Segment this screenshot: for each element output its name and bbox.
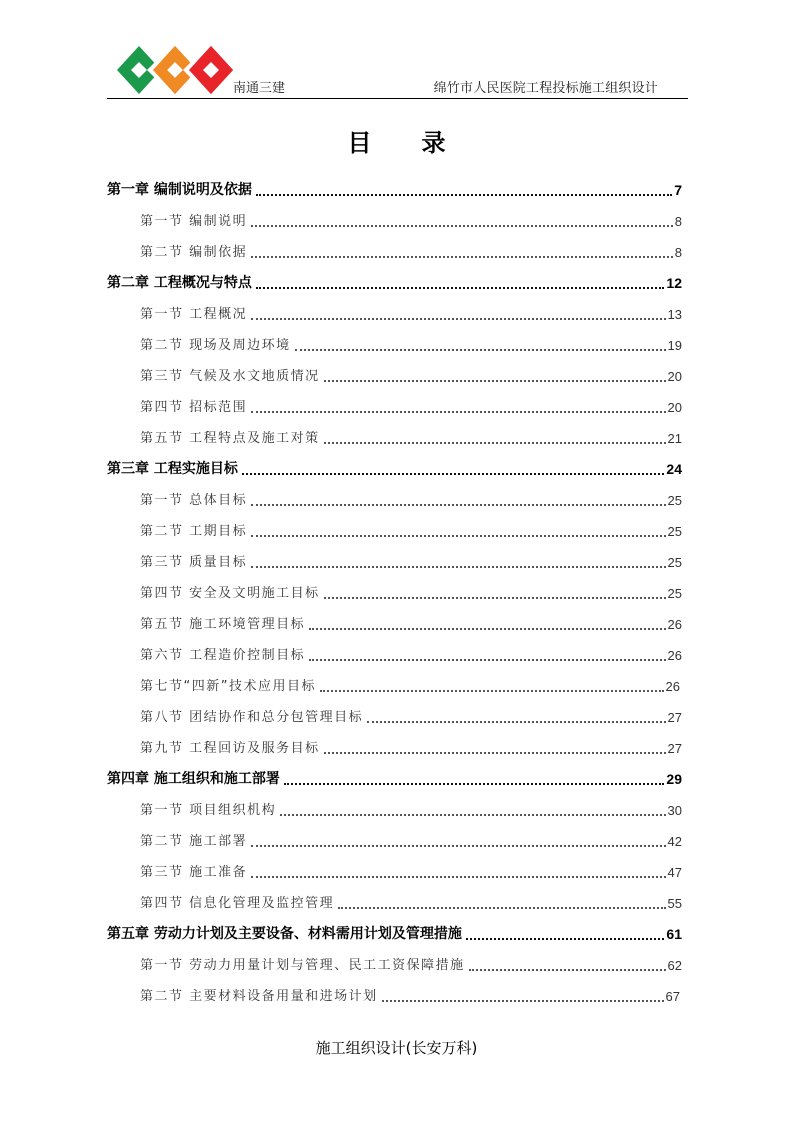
toc-entry-label: 第二节 施工部署 [140,834,248,849]
toc-page-number: 8 [674,214,682,229]
dot-leader [242,454,665,485]
toc-page-number: 20 [667,400,682,415]
toc-section-entry[interactable] [107,888,682,919]
toc-page-number: 25 [667,555,682,570]
toc-page-number: 25 [667,493,682,508]
toc-entry-label: 第四节 信息化管理及监控管理 [140,896,335,911]
dot-leader [284,764,665,795]
toc-page-number: 8 [674,245,682,260]
toc-section-entry[interactable] [107,857,682,888]
toc-section-entry[interactable] [107,206,682,237]
toc-section-entry[interactable] [107,547,682,578]
toc-chapter-entry[interactable] [107,454,682,485]
dot-leader [324,361,666,392]
table-of-contents [107,175,682,1012]
dot-leader [466,919,665,950]
dot-leader [251,485,665,516]
toc-entry-label: 第九节 工程回访及服务目标 [140,741,320,756]
toc-entry-label: 第一节 工程概况 [140,307,248,322]
dot-leader [469,950,666,981]
toc-entry-label: 第四章 施工组织和施工部署 [107,771,280,787]
toc-page-number: 13 [667,307,682,322]
toc-entry-label: 第五节 施工环境管理目标 [140,617,306,632]
toc-page-number: 27 [667,741,682,756]
toc-section-entry[interactable] [107,826,682,857]
dot-leader [338,888,665,919]
toc-entry-label: 第四节 招标范围 [140,400,248,415]
toc-page-number: 61 [666,926,682,942]
dot-leader [324,578,666,609]
toc-page-number: 27 [667,710,682,725]
toc-page-number: 42 [667,834,682,849]
toc-section-entry[interactable] [107,795,682,826]
toc-chapter-entry[interactable] [107,268,682,299]
page-footer: 施工组织设计(长安万科) [315,1039,478,1057]
dot-leader [251,857,665,888]
toc-section-entry[interactable] [107,423,682,454]
company-name: 南通三建 [233,81,286,96]
toc-section-entry[interactable] [107,237,682,268]
toc-entry-label: 第二节 工期目标 [140,524,248,539]
toc-section-entry[interactable] [107,981,680,1012]
toc-entry-label: 第二节 主要材料设备用量和进场计划 [140,989,378,1004]
toc-entry-label: 第七节“四新”技术应用目标 [140,679,316,694]
toc-entry-label: 第一节 项目组织机构 [140,803,277,818]
toc-entry-label: 第三节 施工准备 [140,865,248,880]
toc-section-entry[interactable] [107,392,682,423]
toc-page-number: 30 [667,803,682,818]
toc-entry-label: 第五章 劳动力计划及主要设备、材料需用计划及管理措施 [107,926,462,942]
dot-leader [295,330,666,361]
dot-leader [256,268,665,299]
toc-section-entry[interactable] [107,361,682,392]
dot-leader [251,516,665,547]
dot-leader [251,392,665,423]
toc-section-entry[interactable] [107,299,682,330]
dot-leader [367,702,665,733]
toc-entry-label: 第三节 气候及水文地质情况 [140,369,320,384]
toc-entry-label: 第二节 现场及周边环境 [140,338,291,353]
toc-chapter-entry[interactable] [107,764,682,795]
dot-leader [251,237,673,268]
toc-page-number: 19 [667,338,682,353]
dot-leader [309,609,665,640]
toc-entry-label: 第二节 编制依据 [140,245,248,260]
document-title: 绵竹市人民医院工程投标施工组织设计 [433,81,658,96]
dot-leader [324,733,666,764]
toc-entry-label: 第三章 工程实施目标 [107,461,238,477]
toc-section-entry[interactable] [107,733,682,764]
toc-page-number: 25 [667,586,682,601]
toc-page-number: 67 [665,989,680,1004]
toc-entry-label: 第四节 安全及文明施工目标 [140,586,320,601]
toc-page-number: 62 [667,958,682,973]
dot-leader [320,671,664,702]
toc-entry-label: 第一节 总体目标 [140,493,248,508]
dot-leader [256,175,672,206]
toc-entry-label: 第六节 工程造价控制目标 [140,648,306,663]
toc-page-number: 24 [666,461,682,477]
dot-leader [251,206,673,237]
toc-page-number: 12 [666,275,682,291]
toc-chapter-entry[interactable] [107,919,682,950]
toc-page-number: 26 [665,679,680,694]
toc-page-number: 55 [667,896,682,911]
toc-page-number: 26 [667,648,682,663]
toc-entry-label: 第五节 工程特点及施工对策 [140,431,320,446]
toc-page-number: 47 [667,865,682,880]
toc-entry-label: 第一节 劳动力用量计划与管理、民工工资保障措施 [140,958,465,973]
dot-leader [309,640,665,671]
dot-leader [324,423,666,454]
toc-section-entry[interactable] [107,609,682,640]
toc-section-entry[interactable] [107,950,682,981]
toc-entry-label: 第一章 编制说明及依据 [107,182,252,198]
toc-section-entry[interactable] [107,485,682,516]
toc-section-entry[interactable] [107,516,682,547]
dot-leader [280,795,665,826]
dot-leader [382,981,664,1012]
toc-chapter-entry[interactable] [107,175,682,206]
toc-section-entry[interactable] [107,671,680,702]
dot-leader [251,547,665,578]
dot-leader [251,299,665,330]
toc-entry-label: 第二章 工程概况与特点 [107,275,252,291]
toc-page-number: 20 [667,369,682,384]
dot-leader [251,826,665,857]
toc-page-number: 7 [674,182,682,198]
toc-page-number: 26 [667,617,682,632]
toc-entry-label: 第三节 质量目标 [140,555,248,570]
toc-section-entry[interactable] [107,702,682,733]
toc-section-entry[interactable] [107,640,682,671]
toc-entry-label: 第八节 团结协作和总分包管理目标 [140,710,364,725]
toc-page-number: 25 [667,524,682,539]
toc-section-entry[interactable] [107,578,682,609]
toc-entry-label: 第一节 编制说明 [140,214,248,229]
toc-page-number: 21 [667,431,682,446]
toc-title: 目录 [347,129,496,157]
toc-section-entry[interactable] [107,330,682,361]
page-header [107,40,688,99]
toc-page-number: 29 [666,771,682,787]
company-logo-icon [117,44,233,96]
